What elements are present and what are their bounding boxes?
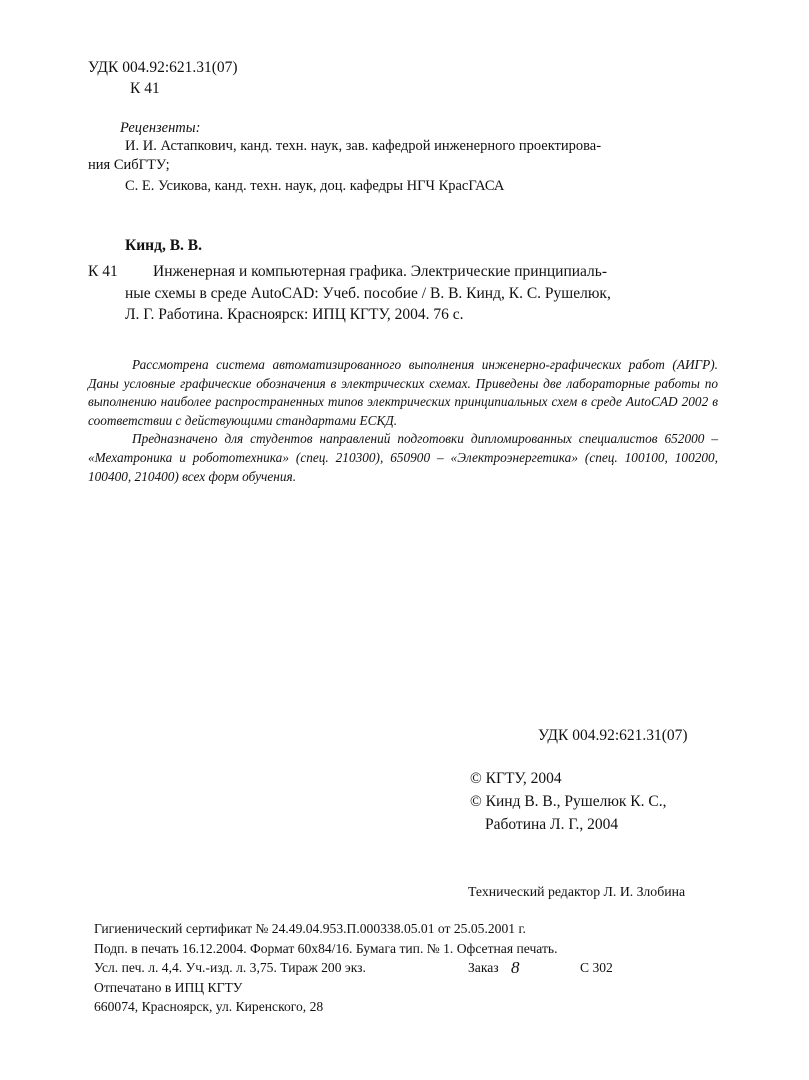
footer-udk-code: УДК 004.92:621.31(07) [538,727,688,744]
udk-code: УДК 004.92:621.31(07) [88,59,238,76]
reviewers-title: Рецензенты: [120,120,201,136]
technical-editor: Технический редактор Л. И. Злобина [468,884,686,899]
imprint-block [94,919,613,1017]
order-number: 8 [511,958,520,977]
hygiene-certificate: Гигиенический сертификат № 24.49.04.953.П.000338.05.01 от 25.05.2001 г. [94,921,526,936]
reviewer-2: С. Е. Усикова, канд. техн. наук, доц. кафедры НГЧ КрасГАСА [125,178,505,194]
printed-at: Отпечатано в ИПЦ КГТУ [94,979,243,995]
copyright-line-2: © Кинд В. В., Рушелюк К. С., [470,793,667,810]
catalog-code: К 41 [88,263,118,280]
order-label: Заказ [468,960,499,975]
sheets-info: Усл. печ. л. 4,4. Уч.-изд. л. 3,75. Тираж 200 экз. [94,960,366,975]
annotation-paragraph-1: Рассмотрена система автоматизированного выполнения инженерно-графических работ (АИГР). Даны условные графические обозначения в электрических схемах. Приведены две лабораторные работы по выполнению наиболее распространенных типов электрических принципиальных схем в среде AutoCAD 2002 в соответствии с действующими стандартами ЕСКД. [88,357,718,428]
catalog-line-3: Л. Г. Работина. Красноярск: ИПЦ КГТУ, 2004. 76 с. [125,306,464,323]
print-details: Подп. в печать 16.12.2004. Формат 60x84/16. Бумага тип. № 1. Офсетная печать. [94,940,558,956]
annotation [88,356,718,486]
order-code: С 302 [580,960,613,975]
catalog-line-1: Инженерная и компьютерная графика. Электрические принципиаль- [153,263,608,280]
catalog-author: Кинд, В. В. [125,237,202,254]
sheets-and-order [94,958,613,978]
reviewer-1-line-1: И. И. Астапкович, канд. техн. наук, зав. кафедрой инженерного проектирова- [125,138,602,154]
copyright-line-1: © КГТУ, 2004 [470,770,562,787]
copyright-line-3: Работина Л. Г., 2004 [485,816,619,833]
printer-address: 660074, Красноярск, ул. Киренского, 28 [94,999,324,1014]
annotation-paragraph-2: Предназначено для студентов направлений подготовки дипломированных специалистов 652000 – «Мехатроника и робототехника» (спец. 210300), 650900 – «Электроэнергетика» (спец. 100100, 100200, 100400, 210400) всех форм обучения. [88,431,718,484]
bbk-code: К 41 [130,80,160,97]
reviewer-1-line-2: ния СибГТУ; [88,157,170,173]
catalog-line-2: ные схемы в среде AutoCAD: Учеб. пособие / В. В. Кинд, К. С. Рушелюк, [125,285,611,302]
